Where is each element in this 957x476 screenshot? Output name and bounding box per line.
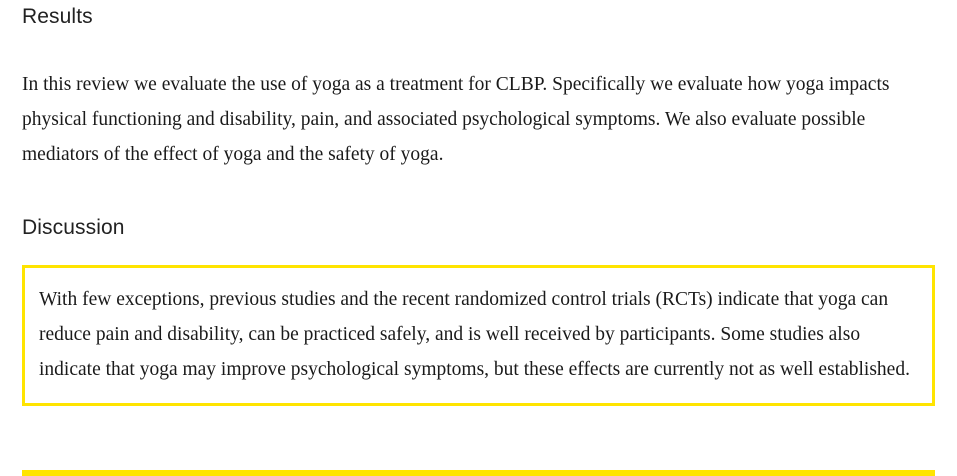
- highlighted-passage-box: [22, 265, 935, 406]
- section-paragraph-results: In this review we evaluate the use of yoga as a treatment for CLBP. Specifically we evaluate how yoga impacts physical functioning and disability, pain, and associated psychological symptoms. We also evaluate possible mediators of the effect of yoga and the safety of yoga.: [22, 74, 890, 165]
- section-paragraph-discussion: With few exceptions, previous studies and the recent randomized control trials (RCTs) indicate that yoga can reduce pain and disability, can be practiced safely, and is well received by participants. Some studies also indicate that yoga may improve psychological symptoms, but these effects are currently not as well established.: [39, 289, 910, 380]
- section-heading-results: Results: [22, 5, 93, 28]
- section-heading-discussion: Discussion: [22, 216, 125, 239]
- highlight-bottom-edge: [22, 470, 935, 476]
